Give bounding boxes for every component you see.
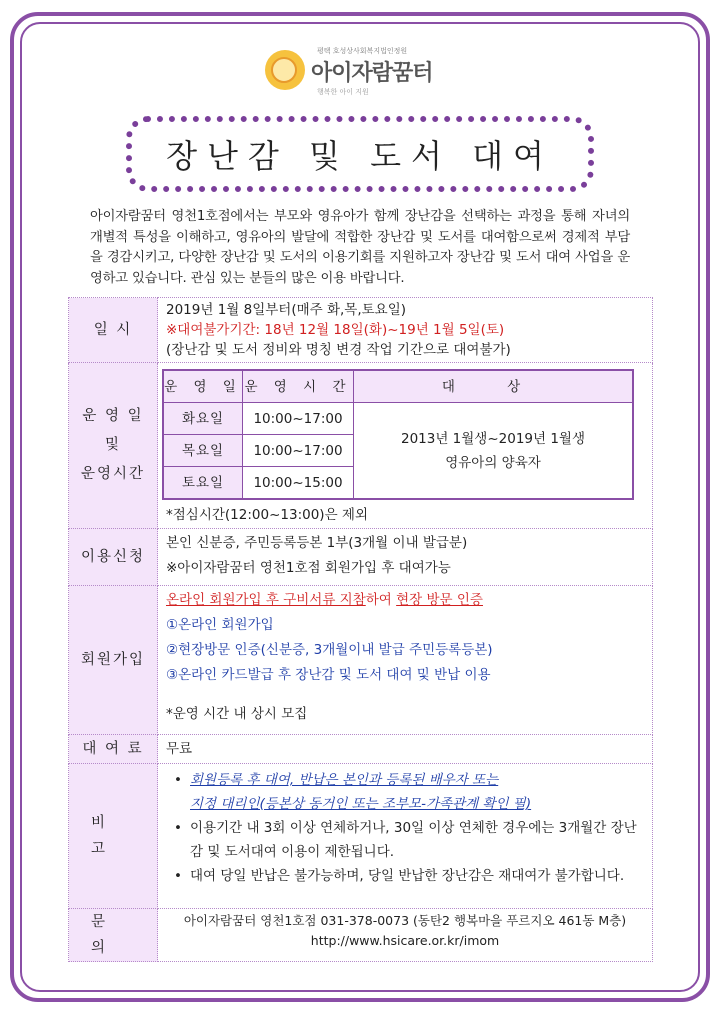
row-schedule (69, 298, 653, 363)
label-schedule: 일 시 (69, 298, 158, 363)
remarks-list (166, 768, 644, 888)
apply-line1: 본인 신분증, 주민등록등본 1부(3개월 이내 발급분) (166, 535, 468, 551)
logo-face-icon (265, 50, 305, 90)
title-box (126, 116, 594, 192)
row-fee (69, 735, 653, 764)
logo-name: 아이자람꿈터 (311, 61, 433, 86)
day-cell: 목요일 (163, 435, 243, 467)
remark-1 (166, 768, 644, 816)
time-cell: 10:00~15:00 (243, 467, 354, 500)
remark-2: • 이용기간 내 3회 이상 연체하거나, 30일 이상 연체한 경우에는 3개월간 장난감 및 도서대여 이용이 제한됩니다. (166, 816, 644, 864)
join-line1-c: 현장 방문 인증 (396, 592, 483, 608)
time-cell: 10:00~17:00 (243, 403, 354, 435)
label-operation-1: 운 영 일 (82, 408, 144, 424)
col-header-target: 대 상 (354, 370, 634, 403)
target-line1: 2013년 1월생~2019년 1월생 (400, 430, 586, 447)
row-join (69, 586, 653, 735)
time-cell: 10:00~17:00 (243, 435, 354, 467)
remarks-content (158, 764, 653, 909)
schedule-line2: ※대여불가기간: 18년 12월 18일(화)~19년 1월 5일(토) (166, 322, 505, 338)
join-step1: ①온라인 회원가입 (166, 617, 274, 633)
join-note: *운영 시간 내 상시 모집 (166, 706, 308, 722)
row-operation (69, 363, 653, 529)
logo-sub: 행복한 아이 지원 (317, 88, 369, 96)
label-operation-3: 운영시간 (80, 466, 146, 482)
apply-content (158, 529, 653, 586)
label-contact: 문 의 (69, 909, 158, 962)
page-title: 장난감 및 도서 대여 (166, 137, 554, 175)
label-operation (69, 363, 158, 529)
contact-content (158, 909, 653, 962)
label-join: 회원가입 (69, 586, 158, 735)
remark-1a: 회원등록 후 대여, 반납은 본인과 등록된 배우자 또는 (190, 772, 499, 788)
operation-schedule-table (162, 369, 634, 500)
lunch-note: *점심시간(12:00~13:00)은 제외 (166, 507, 368, 523)
schedule-row (163, 403, 633, 435)
remark-3: • 대여 당일 반납은 불가능하며, 당일 반납한 장난감은 재대여가 불가합니다. (166, 864, 644, 888)
target-cell (354, 403, 634, 500)
row-contact (69, 909, 653, 962)
join-line1-a: 온라인 회원가입 후 구비서류 지참 (166, 592, 366, 608)
label-fee: 대 여 료 (69, 735, 158, 764)
row-apply (69, 529, 653, 586)
join-line1 (166, 588, 644, 613)
schedule-line3: (장난감 및 도서 정비와 명칭 변경 작업 기간으로 대여불가) (166, 342, 511, 358)
join-line1-b: 하여 (365, 592, 397, 608)
row-remarks (69, 764, 653, 909)
label-remarks: 비 고 (69, 764, 158, 909)
join-content (158, 586, 653, 735)
day-cell: 화요일 (163, 403, 243, 435)
schedule-header-row (163, 370, 633, 403)
join-step2: ②현장방문 인증(신분증, 3개월이내 발급 주민등록등본) (166, 642, 493, 658)
schedule-content (158, 298, 653, 363)
apply-line2: ※아이자람꿈터 영천1호점 회원가입 후 대여가능 (166, 560, 451, 576)
logo (265, 46, 465, 100)
contact-line1: 아이자람꿈터 영천1호점 031-378-0073 (동탄2 행복마을 푸르지오 461동 M층) (183, 913, 627, 928)
col-header-time: 운 영 시 간 (243, 370, 354, 403)
logo-org: 평택 호성상사회복지법인정원 (317, 47, 408, 55)
info-table (68, 297, 653, 962)
day-cell: 토요일 (163, 467, 243, 500)
operation-content (158, 363, 653, 529)
intro-paragraph: 아이자람꿈터 영천1호점에서는 부모와 영유아가 함께 장난감을 선택하는 과정을 통해 자녀의 개별적 특성을 이해하고, 영유아의 발달에 적합한 장난감 및 도서를 대여함으로써 경제적 부담을 경감시키고, 다양한 장난감 및 도서의 이용기회를 지원하고자 장난감 및 도서 대여 사업을 운영하고 있습니다. 관심 있는 분들의 많은 이용 바랍니다. (90, 209, 630, 286)
contact-url[interactable]: http://www.hsicare.or.kr/imom (310, 933, 500, 948)
remark-1b: 지정 대리인(등본상 동거인 또는 조부모-가족관계 확인 필) (190, 796, 532, 812)
label-apply: 이용신청 (69, 529, 158, 586)
fee-content: 무료 (158, 735, 653, 764)
target-line2: 영유아의 양육자 (445, 454, 541, 471)
join-step3: ③온라인 카드발급 후 장난감 및 도서 대여 및 반납 이용 (166, 667, 491, 683)
schedule-line1: 2019년 1월 8일부터(매주 화,목,토요일) (166, 302, 407, 318)
col-header-day: 운 영 일 (163, 370, 243, 403)
label-operation-2: 및 (104, 437, 121, 453)
